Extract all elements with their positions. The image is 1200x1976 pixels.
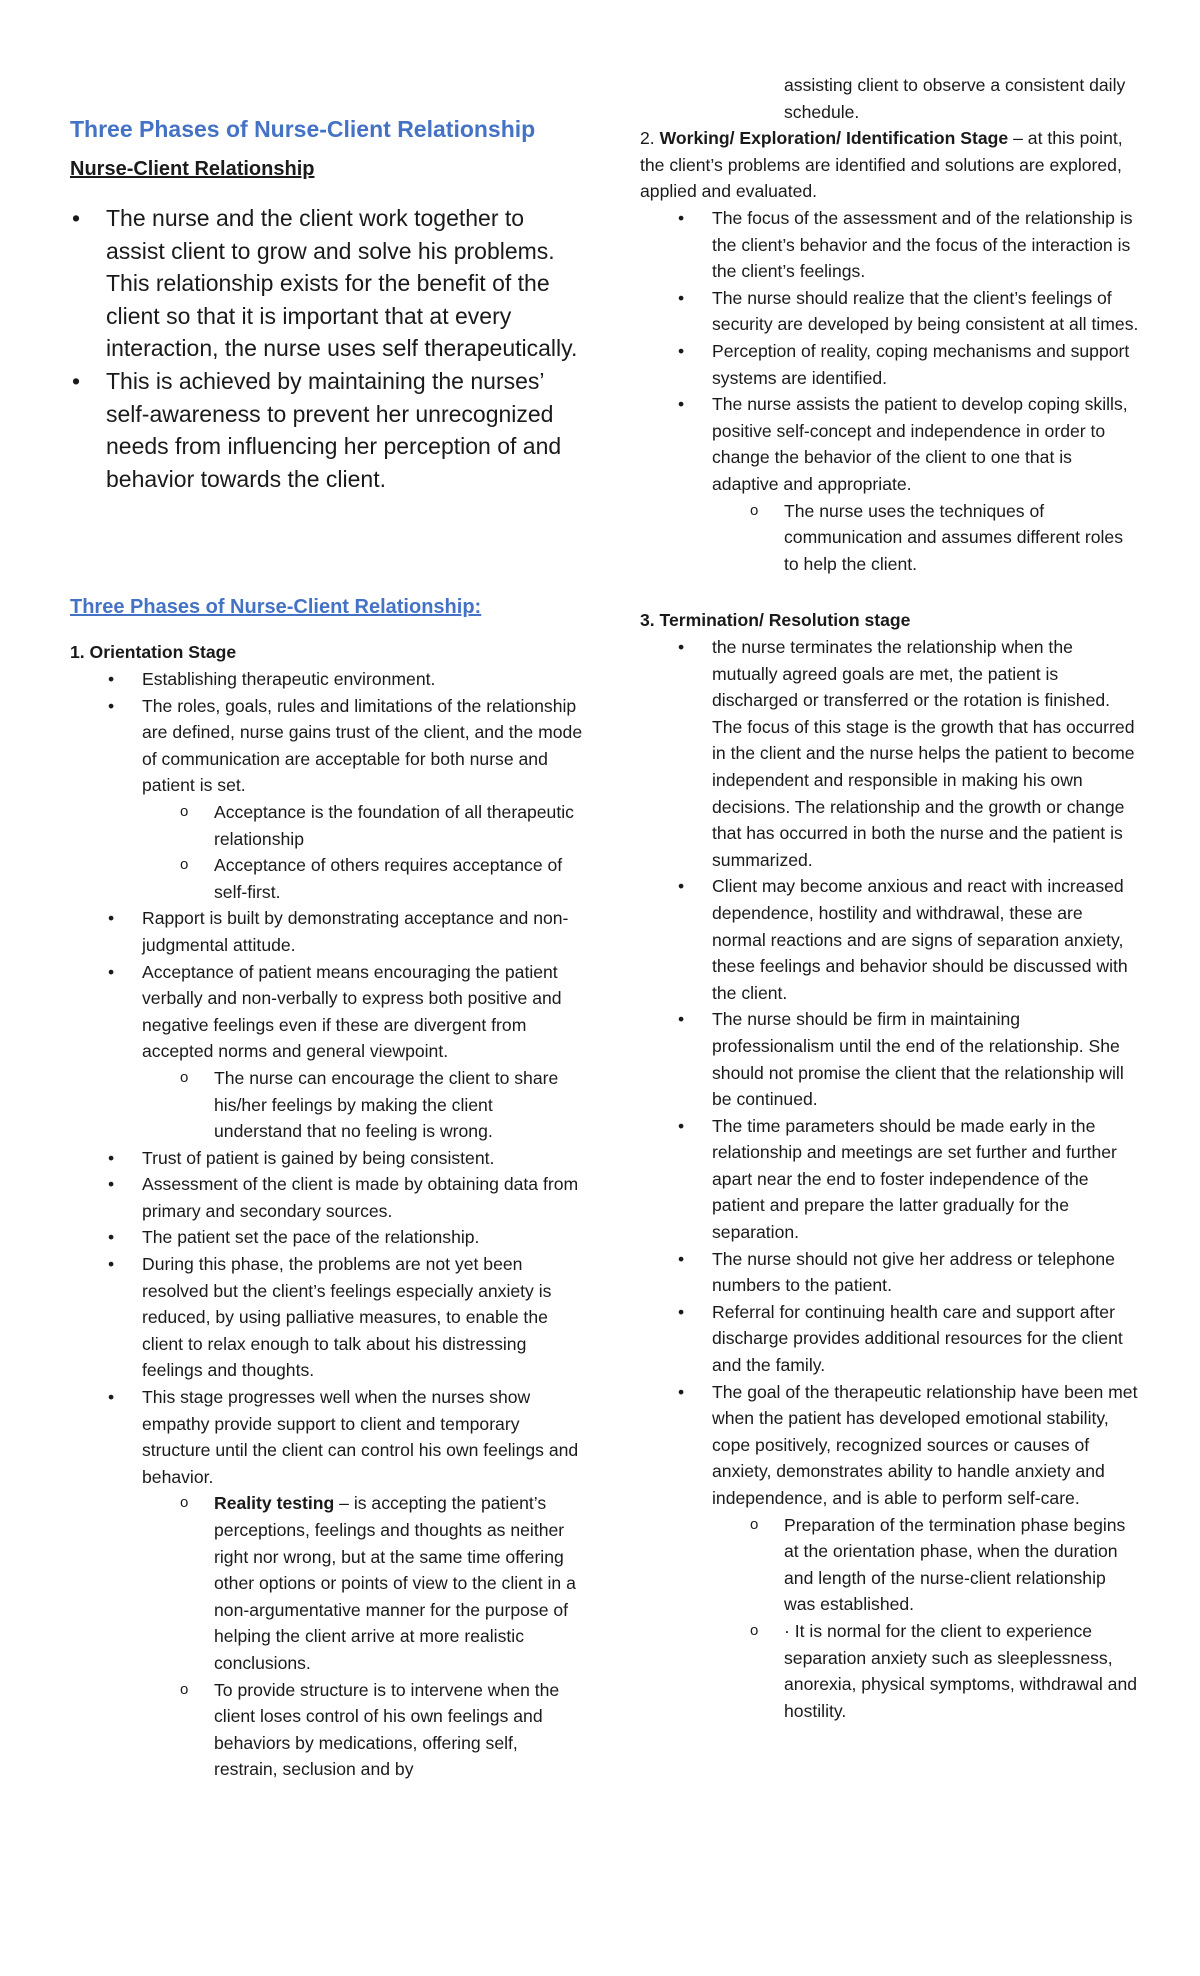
list-item: • The focus of the assessment and of the relationship is the client’s behavior and the focus of the interaction is the client’s feelings. bbox=[640, 205, 1140, 285]
intro-bullet-list bbox=[70, 202, 585, 495]
orientation-list bbox=[70, 666, 585, 1783]
list-item: • Perception of reality, coping mechanisms and support systems are identified. bbox=[640, 338, 1140, 391]
list-item: • The patient set the pace of the relationship. bbox=[70, 1224, 585, 1251]
list-item: • The goal of the therapeutic relationship have been met when the patient has developed emotional stability, cope positively, recognized sources or causes of anxiety, demonstrates ability to handle anxiety and independence, and is able to perform self-care. o Preparation of the termination phase begins at the orientation phase, when the duration and length of the nurse-client relationship was established. o · It is normal for the client to experience separation anxiety such as sleeplessness, anorexia, physical symptoms, withdrawal and hostility. bbox=[640, 1379, 1140, 1725]
sub-list-item: o · It is normal for the client to experience separation anxiety such as sleeplessness, anorexia, physical symptoms, withdrawal and hostility. bbox=[640, 1618, 1140, 1724]
list-item: • During this phase, the problems are not yet been resolved but the client’s feelings especially anxiety is reduced, by using palliative measures, to enable the client to relax enough to talk about his distressing feelings and thoughts. bbox=[70, 1251, 585, 1384]
termination-heading: 3. Termination/ Resolution stage bbox=[640, 610, 911, 630]
list-item: • the nurse terminates the relationship when the mutually agreed goals are met, the patient is discharged or transferred or the rotation is finished. The focus of this stage is the growth that has occurred in the client and the nurse helps the patient to become independent and responsible in making his own decisions. The relationship and the growth or change that has occurred in both the nurse and the patient is summarized. bbox=[640, 634, 1140, 873]
intro-bullet: • The nurse and the client work together to assist client to grow and solve his problems. This relationship exists for the benefit of the client so that it is important that at every interaction, the nurse uses self therapeutically. bbox=[70, 202, 585, 365]
intro-bullet: • This is achieved by maintaining the nurses’ self-awareness to prevent her unrecognized needs from influencing her perception of and behavior towards the client. bbox=[70, 365, 585, 495]
sub-list-item: o Reality testing – is accepting the patient’s perceptions, feelings and thoughts as neither right nor wrong, but at the same time offering other options or points of view to the client in a non-argumentative manner for the purpose of helping the client arrive at more realistic conclusions. bbox=[70, 1490, 585, 1676]
termination-list bbox=[640, 634, 1140, 1724]
list-item: • The nurse should realize that the client’s feelings of security are developed by being consistent at all times. bbox=[640, 285, 1140, 338]
list-item: • Trust of patient is gained by being consistent. bbox=[70, 1145, 585, 1172]
orientation-heading: 1. Orientation Stage bbox=[70, 642, 237, 662]
list-item: • Acceptance of patient means encouraging the patient verbally and non-verbally to express both positive and negative feelings even if these are divergent from accepted norms and general viewpoint. o The nurse can encourage the client to share his/her feelings by making the client understand that no feeling is wrong. bbox=[70, 959, 585, 1145]
list-item: • Rapport is built by demonstrating acceptance and non-judgmental attitude. bbox=[70, 905, 585, 958]
sub-list-item: o To provide structure is to intervene when the client loses control of his own feelings and behaviors by medications, offering self, restrain, seclusion and by bbox=[70, 1677, 585, 1783]
sub-list-item: o The nurse can encourage the client to share his/her feelings by making the client understand that no feeling is wrong. bbox=[70, 1065, 585, 1145]
section-subtitle: Nurse-Client Relationship bbox=[70, 158, 315, 180]
phases-heading: Three Phases of Nurse-Client Relationship: bbox=[70, 596, 482, 618]
sub-list-item: o Preparation of the termination phase begins at the orientation phase, when the duration and length of the nurse-client relationship was established. bbox=[640, 1512, 1140, 1618]
list-item: • The nurse should be firm in maintaining professionalism until the end of the relationship. She should not promise the client that the relationship will be continued. bbox=[640, 1006, 1140, 1112]
working-list bbox=[640, 205, 1140, 577]
sub-list-item: o The nurse uses the techniques of communication and assumes different roles to help the client. bbox=[640, 498, 1140, 578]
list-item: • Client may become anxious and react with increased dependence, hostility and withdrawal, these are normal reactions and are signs of separation anxiety, these feelings and behavior should be discussed with the client. bbox=[640, 873, 1140, 1006]
list-item: • Establishing therapeutic environment. bbox=[70, 666, 585, 693]
list-item: • Referral for continuing health care and support after discharge provides additional resources for the client and the family. bbox=[640, 1299, 1140, 1379]
working-heading: 2. Working/ Exploration/ Identification Stage – at this point, the client’s problems are identified and solutions are explored, applied and evaluated. bbox=[640, 128, 1123, 202]
list-item: • The nurse assists the patient to develop coping skills, positive self-concept and independence in order to change the behavior of the client to one that is adaptive and appropriate. o The nurse uses the techniques of communication and assumes different roles to help the client. bbox=[640, 391, 1140, 577]
list-item: • The nurse should not give her address or telephone numbers to the patient. bbox=[640, 1246, 1140, 1299]
list-item: • The roles, goals, rules and limitations of the relationship are defined, nurse gains trust of the client, and the mode of communication are acceptable for both nurse and patient is set. o Acceptance is the foundation of all therapeutic relationship o Acceptance of others requires acceptance of self-first. bbox=[70, 693, 585, 906]
list-item: • The time parameters should be made early in the relationship and meetings are set further and further apart near the end to foster independence of the patient and prepare the latter gradually for the separation. bbox=[640, 1113, 1140, 1246]
page-title: Three Phases of Nurse-Client Relationship bbox=[70, 116, 536, 142]
orientation-continued-text: assisting client to observe a consistent daily schedule. bbox=[784, 75, 1126, 122]
list-item: • Assessment of the client is made by obtaining data from primary and secondary sources. bbox=[70, 1171, 585, 1224]
sub-list-item: o Acceptance of others requires acceptance of self-first. bbox=[70, 852, 585, 905]
list-item: • This stage progresses well when the nurses show empathy provide support to client and temporary structure until the client can control his own feelings and behavior. o Reality testing – is accepting the patient’s perceptions, feelings and thoughts as neither right nor wrong, but at the same time offering other options or points of view to the client in a non-argumentative manner for the purpose of helping the client arrive at more realistic conclusions. o To provide structure is to intervene when the client loses control of his own feelings and behaviors by medications, offering self, restrain, seclusion and by bbox=[70, 1384, 585, 1783]
sub-list-item: o Acceptance is the foundation of all therapeutic relationship bbox=[70, 799, 585, 852]
